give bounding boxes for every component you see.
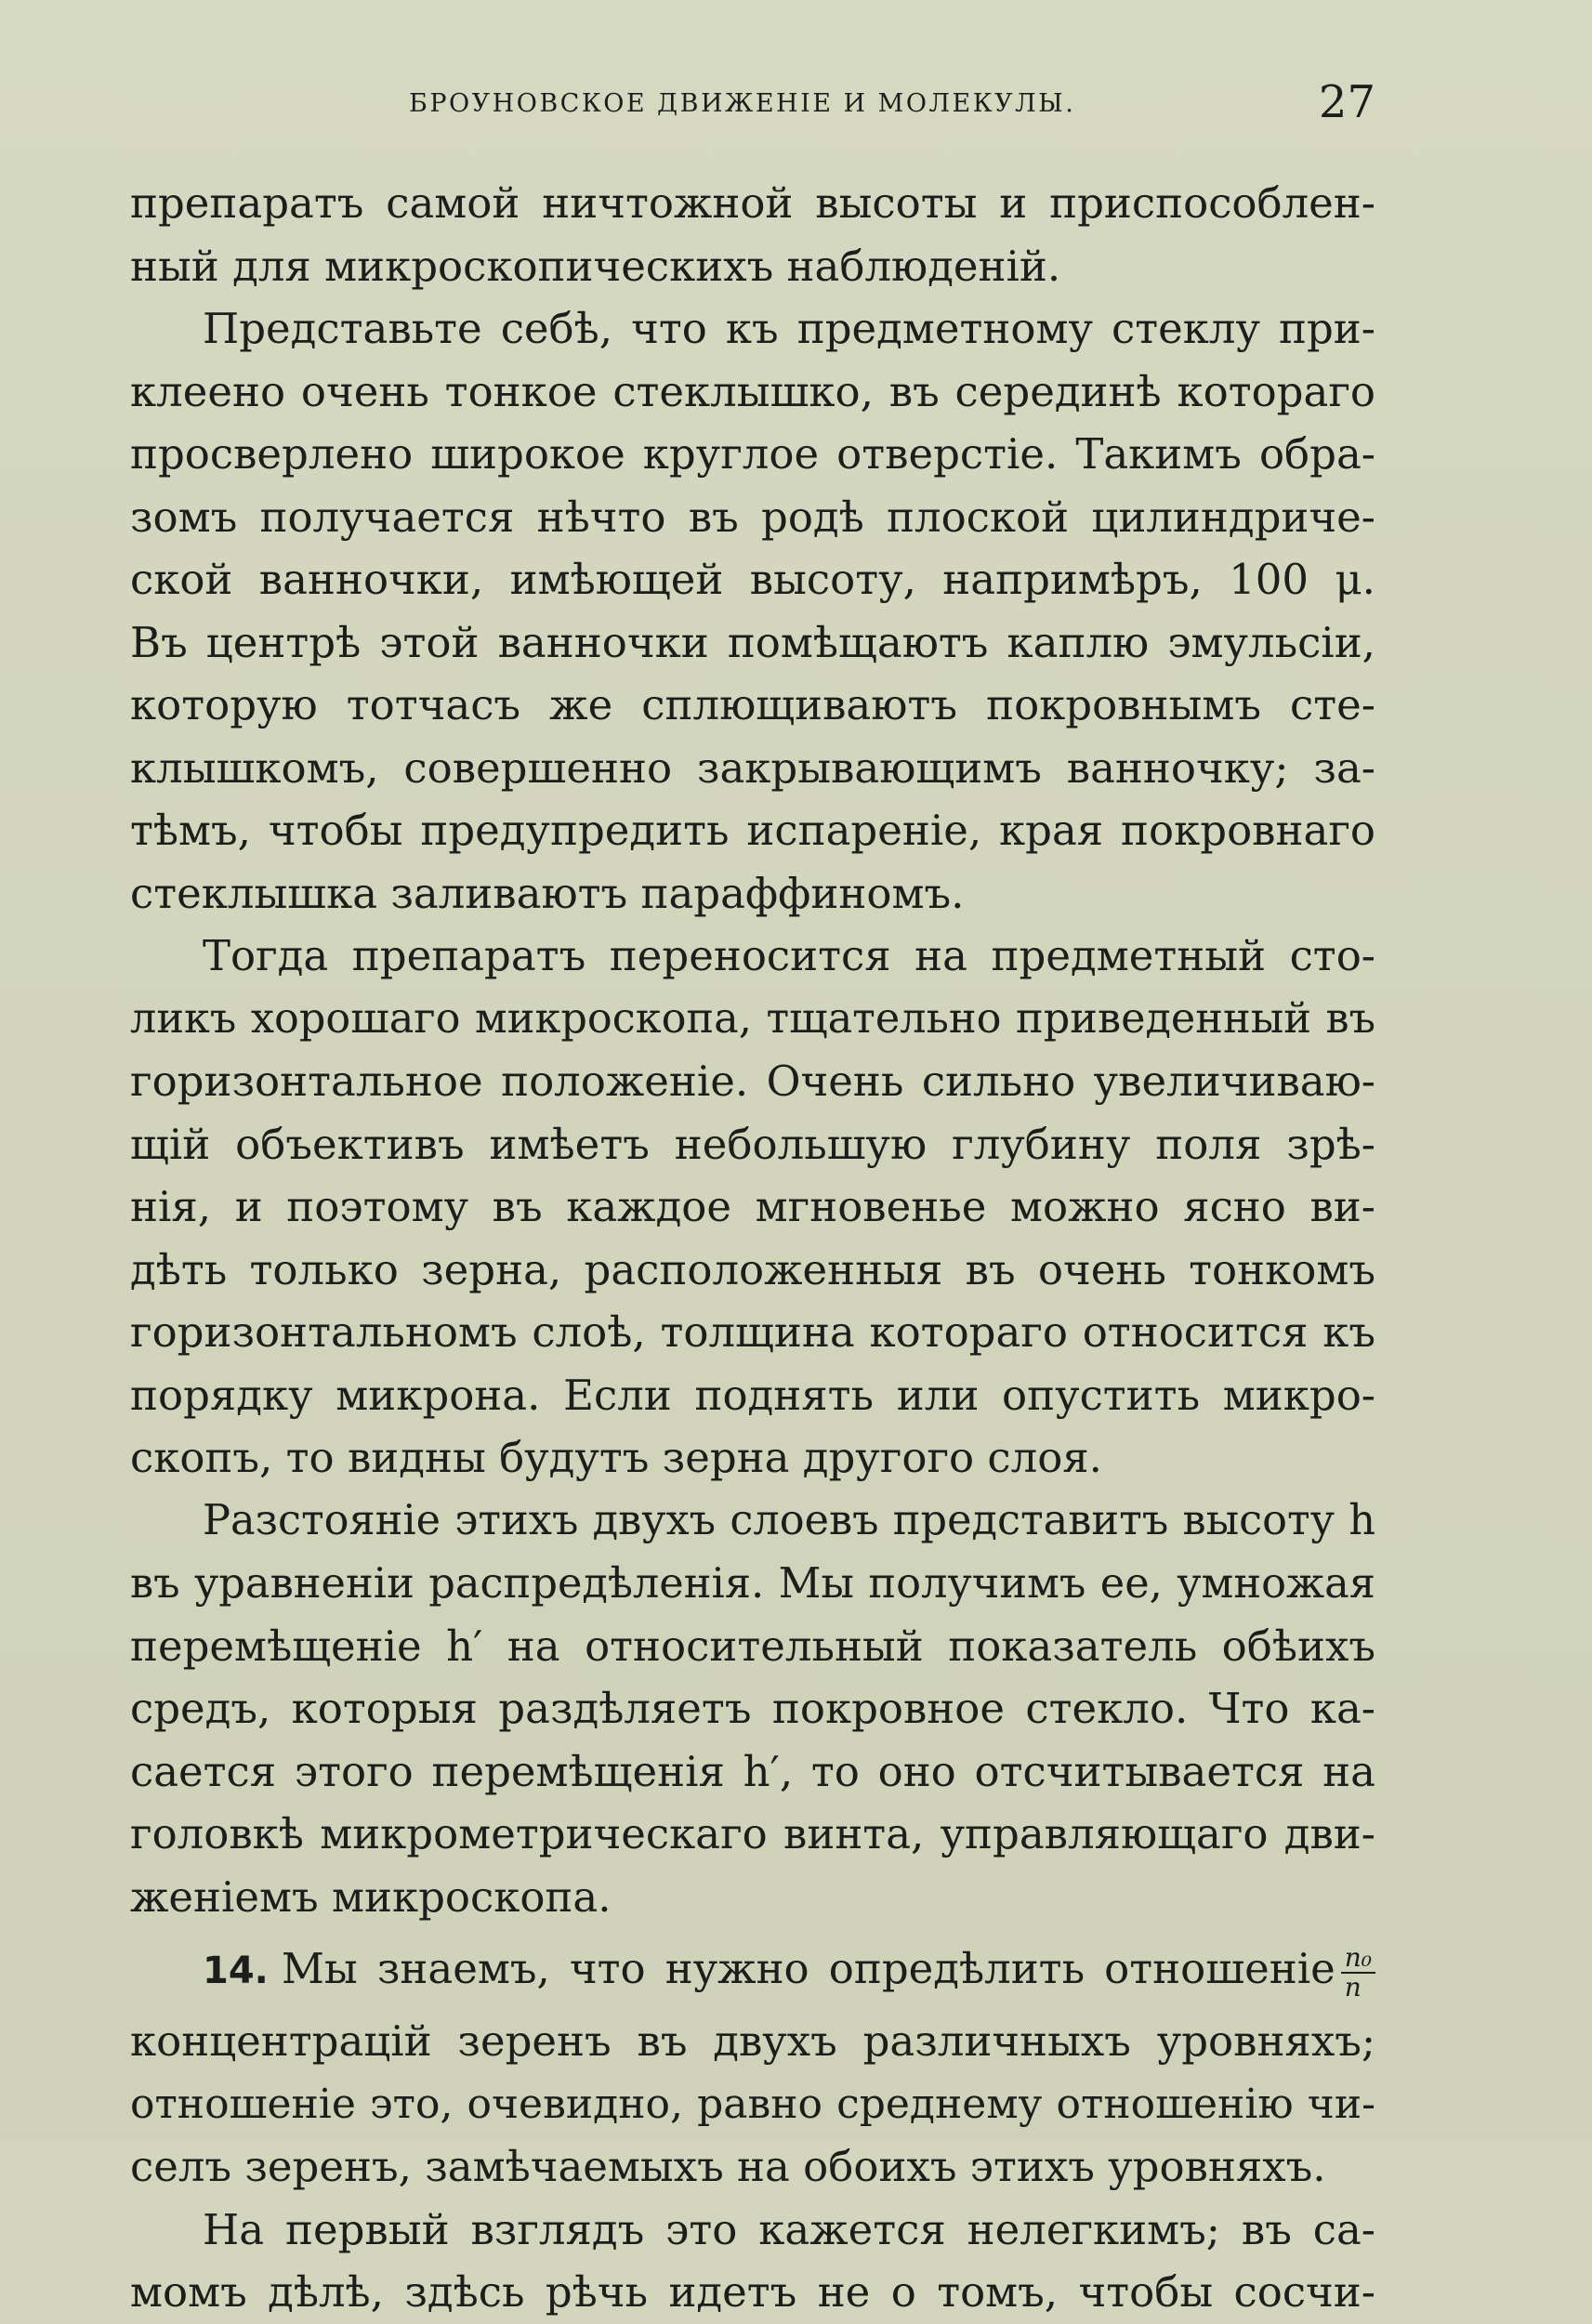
- body-text: [130, 172, 1375, 2324]
- text-line: тѣмъ, чтобы предупредить испареніе, края покровнаго: [130, 806, 1375, 855]
- text-line: ликъ хорошаго микроскопа, тщательно приведенный въ: [130, 993, 1375, 1043]
- text-line: горизонтальное положеніе. Очень сильно увеличиваю-: [130, 1057, 1375, 1106]
- text-line: препаратъ самой ничтожной высоты и приспособлен-: [130, 178, 1375, 228]
- page-header: [130, 76, 1375, 141]
- paragraph-2: [130, 297, 1375, 925]
- text-line: зомъ получается нѣчто въ родѣ плоской цилиндриче-: [130, 492, 1375, 542]
- fraction-n0-over-n: [1341, 1941, 1375, 2002]
- text-line: клеено очень тонкое стеклышко, въ серединѣ котораго: [130, 366, 1375, 416]
- text-line: сается этого перемѣщенія h′, то оно отсчитывается на: [130, 1746, 1375, 1796]
- text-line: стеклышка заливаютъ параффиномъ.: [130, 868, 965, 918]
- paragraph-4: [130, 1490, 1375, 1929]
- section-14: [130, 1928, 1375, 2199]
- section-number: 14.: [203, 1950, 269, 1992]
- running-head: БРОУНОВСКОЕ ДВИЖЕНІЕ И МОЛЕКУЛЫ.: [409, 89, 1076, 118]
- text-line: просверлено широкое круглое отверстіе. Такимъ обра-: [130, 429, 1375, 479]
- text-line: порядку микрона. Если поднять или опустить микро-: [130, 1370, 1375, 1420]
- text-line: перемѣщеніе h′ на относительный показатель обѣихъ: [130, 1621, 1375, 1671]
- page-number: 27: [1318, 76, 1375, 128]
- text-line: средъ, которыя раздѣляетъ покровное стекло. Что ка-: [130, 1684, 1375, 1733]
- fraction-denominator: n: [1344, 1971, 1362, 2002]
- text-line: въ уравненіи распредѣленія. Мы получимъ ее, умножая: [130, 1558, 1375, 1608]
- text-line: отношеніе это, очевидно, равно среднему отношенію чи-: [130, 2080, 1375, 2128]
- text-line: щій объективъ имѣетъ небольшую глубину поля зрѣ-: [130, 1119, 1375, 1169]
- text-line: момъ дѣлѣ, здѣсь рѣчь идетъ не о томъ, чтобы сосчи-: [130, 2267, 1375, 2317]
- text-line: клышкомъ, совершенно закрывающимъ ванночку; за-: [130, 742, 1375, 793]
- text-line: ный для микроскопическихъ наблюденій.: [130, 241, 1061, 291]
- text-line: горизонтальномъ слоѣ, толщина котораго относится къ: [130, 1307, 1375, 1357]
- text-line: На первый взглядъ это кажется нелегкимъ; въ са-: [203, 2204, 1375, 2254]
- fraction-numerator: n₀: [1341, 1944, 1375, 1974]
- paragraph-final: [130, 2199, 1375, 2324]
- text-line: Представьте себѣ, что къ предметному стеклу при-: [203, 304, 1375, 353]
- text-line: концентрацій зеренъ въ двухъ различныхъ уровняхъ;: [130, 2016, 1375, 2066]
- text-line: ской ванночки, имѣющей высоту, напримѣръ, 100 μ.: [130, 555, 1375, 604]
- text-line: Тогда препаратъ переносится на предметный сто-: [203, 931, 1375, 980]
- text-line: женіемъ микроскопа.: [130, 1871, 612, 1922]
- paragraph-3: [130, 925, 1375, 1490]
- text-line: селъ зеренъ, замѣчаемыхъ на обоихъ этихъ уровняхъ.: [130, 2142, 1326, 2191]
- section-14-heading-line: [130, 1928, 1375, 2010]
- text-line: скопъ, то видны будутъ зерна другого слоя.: [130, 1433, 1102, 1482]
- text-line: Разстояніе этихъ двухъ слоевъ представитъ высоту h: [203, 1495, 1375, 1544]
- section-lead-text: Мы знаемъ, что нужно опредѣлить отношеніе: [281, 1944, 1335, 1993]
- text-line: дѣть только зерна, расположенныя въ очень тонкомъ: [130, 1244, 1375, 1294]
- paragraph-1: [130, 172, 1375, 297]
- text-line: головкѣ микрометрическаго винта, управляющаго дви-: [130, 1809, 1375, 1858]
- text-line: нія, и поэтому въ каждое мгновенье можно ясно ви-: [130, 1182, 1375, 1231]
- text-line: которую тотчасъ же сплющиваютъ покровнымъ сте-: [130, 680, 1375, 729]
- text-line: Въ центрѣ этой ванночки помѣщаютъ каплю эмульсіи,: [130, 617, 1375, 667]
